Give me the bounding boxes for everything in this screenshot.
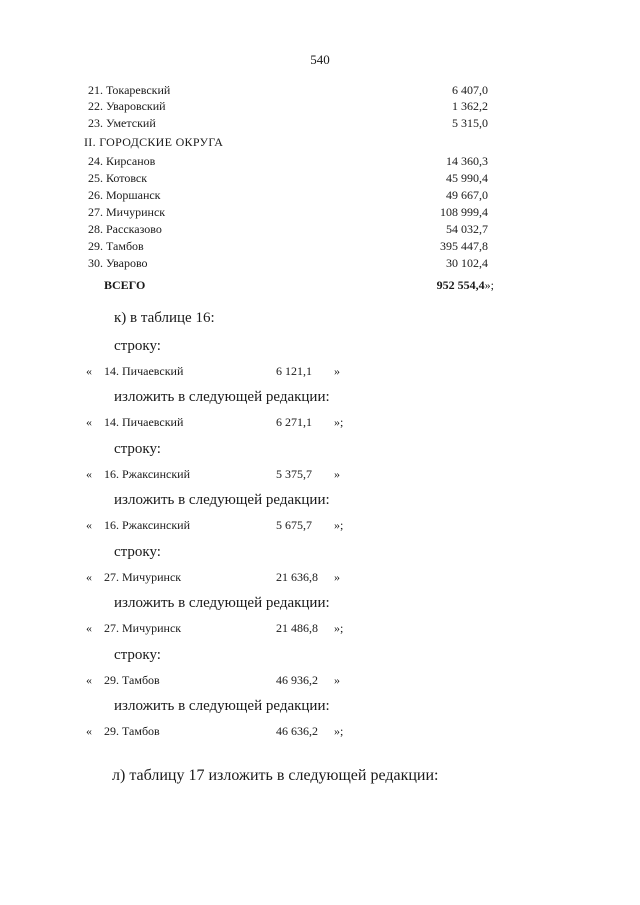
edit-old-value: 46 936,2 — [276, 673, 318, 687]
district-value: 1 362,2 — [452, 99, 488, 113]
edit-old-value: 21 636,8 — [276, 570, 318, 584]
close-quote-semicolon: »; — [334, 518, 344, 532]
line-izlozhit: изложить в следующей редакции: — [114, 492, 330, 508]
edit-new-value: 5 675,7 — [276, 518, 312, 532]
table-row — [88, 154, 488, 170]
edit-new-value: 6 271,1 — [276, 415, 312, 429]
table-row — [88, 171, 488, 187]
edit-name: 27. Мичуринск — [104, 570, 182, 584]
open-quote: « — [86, 673, 92, 687]
city-value: 30 102,4 — [446, 256, 488, 270]
city-name: 26. Моршанск — [88, 188, 161, 202]
table-row — [88, 116, 488, 132]
edit-row-old — [86, 570, 356, 586]
close-quote: » — [334, 364, 340, 378]
table-row — [88, 256, 488, 272]
open-quote: « — [86, 518, 92, 532]
open-quote: « — [86, 621, 92, 635]
edit-old-value: 6 121,1 — [276, 364, 312, 378]
edit-name: 29. Тамбов — [104, 724, 160, 738]
page-number: 540 — [310, 52, 330, 67]
section-heading: II. ГОРОДСКИЕ ОКРУГА — [84, 135, 224, 149]
line-izlozhit: изложить в следующей редакции: — [114, 389, 330, 405]
city-value: 45 990,4 — [446, 171, 488, 185]
district-name: 21. Токаревский — [88, 83, 171, 97]
paragraph-l: л) таблицу 17 изложить в следующей редакции: — [112, 767, 439, 784]
edit-row-new — [86, 415, 356, 431]
line-stroku: строку: — [114, 647, 161, 663]
city-value: 395 447,8 — [440, 239, 488, 253]
edit-name: 27. Мичуринск — [104, 621, 182, 635]
district-value: 6 407,0 — [452, 83, 488, 97]
open-quote: « — [86, 467, 92, 481]
edit-row-new — [86, 518, 356, 534]
open-quote: « — [86, 724, 92, 738]
edit-name: 16. Ржаксинский — [104, 467, 190, 481]
city-name: 25. Котовск — [88, 171, 148, 185]
line-izlozhit: изложить в следующей редакции: — [114, 698, 330, 714]
close-quote: » — [334, 673, 340, 687]
total-amount: 952 554,4 — [436, 278, 485, 292]
city-value: 49 667,0 — [446, 188, 488, 202]
edit-name: 14. Пичаевский — [104, 415, 184, 429]
close-quote-semicolon: »; — [334, 621, 344, 635]
city-name: 27. Мичуринск — [88, 205, 166, 219]
open-quote: « — [86, 364, 92, 378]
total-suffix: »; — [484, 278, 494, 292]
edit-row-old — [86, 364, 356, 380]
edit-row-old — [86, 673, 356, 689]
total-value — [437, 278, 494, 293]
edit-name: 29. Тамбов — [104, 673, 160, 687]
edit-new-value: 21 486,8 — [276, 621, 318, 635]
edit-name: 14. Пичаевский — [104, 364, 184, 378]
edit-row-new — [86, 621, 356, 637]
city-value: 108 999,4 — [440, 205, 488, 219]
city-name: 29. Тамбов — [88, 239, 144, 253]
city-value: 54 032,7 — [446, 222, 488, 236]
district-name: 23. Уметский — [88, 116, 156, 130]
close-quote: » — [334, 570, 340, 584]
close-quote-semicolon: »; — [334, 415, 344, 429]
line-izlozhit: изложить в следующей редакции: — [114, 595, 330, 611]
edit-new-value: 46 636,2 — [276, 724, 318, 738]
edit-row-new — [86, 724, 356, 740]
table-row — [88, 239, 488, 255]
line-stroku: строку: — [114, 338, 161, 354]
close-quote-semicolon: »; — [334, 724, 344, 738]
district-value: 5 315,0 — [452, 116, 488, 130]
table-row — [88, 188, 488, 204]
city-name: 30. Уварово — [88, 256, 148, 270]
city-value: 14 360,3 — [446, 154, 488, 168]
edit-row-old — [86, 467, 356, 483]
district-name: 22. Уваровский — [88, 99, 166, 113]
paragraph-k: к) в таблице 16: — [114, 310, 215, 326]
open-quote: « — [86, 570, 92, 584]
table-row — [88, 99, 488, 115]
table-row — [88, 222, 488, 238]
line-stroku: строку: — [114, 441, 161, 457]
table-row — [88, 205, 488, 221]
edit-old-value: 5 375,7 — [276, 467, 312, 481]
table-row — [88, 83, 488, 99]
total-label: ВСЕГО — [104, 278, 146, 292]
edit-name: 16. Ржаксинский — [104, 518, 190, 532]
city-name: 24. Кирсанов — [88, 154, 156, 168]
city-name: 28. Рассказово — [88, 222, 162, 236]
close-quote: » — [334, 467, 340, 481]
line-stroku: строку: — [114, 544, 161, 560]
open-quote: « — [86, 415, 92, 429]
